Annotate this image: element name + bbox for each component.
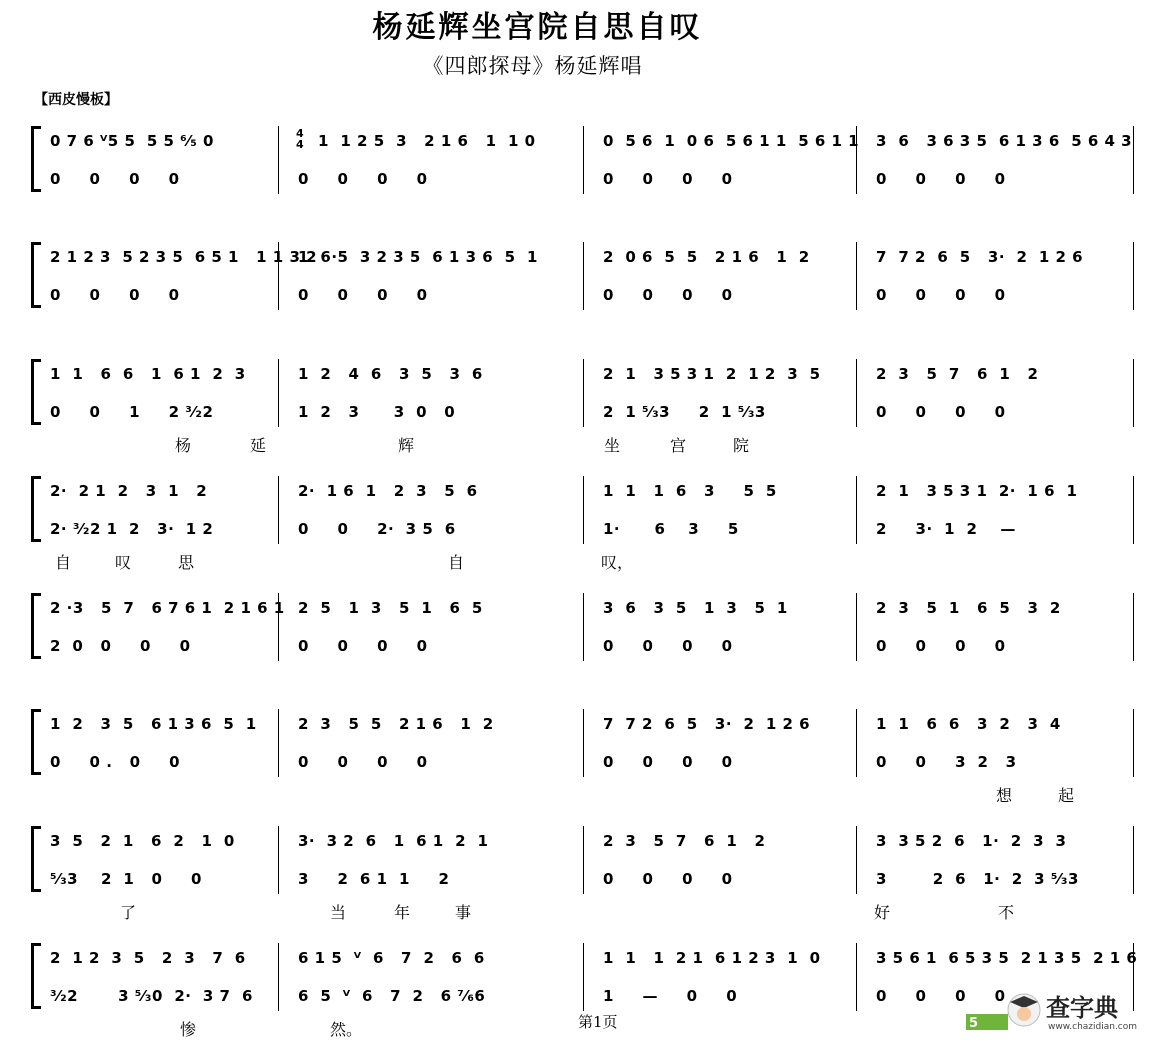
lyric-syllable: 杨 (175, 436, 192, 455)
barline (856, 242, 857, 310)
system-bracket (31, 943, 41, 1009)
svg-text:5: 5 (969, 1016, 979, 1031)
barline (583, 476, 584, 544)
melody-measure: 1 1 1 2 1 6 1 2 3 1 0 (603, 949, 821, 967)
vocal-measure: 0 0 0 0 (603, 870, 733, 888)
vocal-measure: 0 0 0 0 (876, 987, 1006, 1005)
melody-measure: 2 0 6 5 5 2 1 6 1 2 (603, 248, 810, 266)
melody-measure: 6 1 5 ⱽ 6 7 2 6 6 (298, 949, 485, 967)
barline (856, 359, 857, 427)
melody-measure: 2 5 1 3 5 1 6 5 (298, 599, 483, 617)
melody-measure: 2 3 5 1 6 5 3 2 (876, 599, 1061, 617)
vocal-measure: 0 0 0 0 (298, 753, 428, 771)
barline (583, 826, 584, 894)
system-bracket (31, 359, 41, 425)
svg-text:查字典: 查字典 (1046, 993, 1118, 1022)
vocal-measure: 0 0 0 0 (50, 170, 180, 188)
lyric-syllable: 当 (330, 903, 347, 922)
vocal-measure: 0 0 0 0 (603, 637, 733, 655)
vocal-measure: 0 0 0 0 (298, 286, 428, 304)
barline (1133, 826, 1134, 894)
melody-measure: 3· 3 2 6 1 6 1 2 1 (298, 832, 489, 850)
vocal-measure: 0 0 0 0 (876, 403, 1006, 421)
vocal-measure: 0 0 0 0 (298, 170, 428, 188)
lyric-syllable: 辉 (398, 436, 415, 455)
vocal-measure: 2 3· 1 2 — (876, 520, 1016, 538)
melody-measure: 2 3 5 7 6 1 2 (603, 832, 766, 850)
system-bracket (31, 126, 41, 192)
score-system (0, 818, 1152, 928)
barline (278, 943, 279, 1011)
barline (856, 593, 857, 661)
lyric-syllable: 宫 (670, 436, 687, 455)
barline (583, 943, 584, 1011)
melody-measure: 0 5 6 1 0 6 5 6 1 1 5 6 1 1 (603, 132, 860, 150)
page-number: 第1页 (578, 1013, 618, 1031)
system-bracket (31, 242, 41, 308)
barline (583, 359, 584, 427)
melody-measure: 2 ·3 5 7 6 7 6 1 2 1 6 1 (50, 599, 285, 617)
time-signature: 4 4 (296, 127, 305, 151)
vocal-measure: 0 0 2· 3 5 6 (298, 520, 456, 538)
lyric-syllable: 事 (455, 903, 472, 922)
barline (278, 359, 279, 427)
barline (1133, 126, 1134, 194)
score-system (0, 585, 1152, 695)
vocal-measure: 6 5 ⱽ 6 7 2 6 ⁷⁄₆6 (298, 987, 486, 1005)
vocal-measure: ³⁄₂2 3 ⁵⁄₃0 2· 3 7 6 (50, 987, 253, 1005)
melody-measure: 0 7 6 ⱽ5 5 5 5 ⁶⁄₅ 0 (50, 132, 214, 150)
lyric-syllable: 叹， (601, 553, 634, 572)
melody-measure: 1 1 6 6 3 2 3 4 (876, 715, 1061, 733)
vocal-measure: 3 2 6 1 1 2 (298, 870, 450, 888)
lyric-syllable: 起 (1058, 786, 1075, 805)
melody-measure: 3 5 6 1 6 5 3 5 2 1 3 5 2 1 6 (876, 949, 1138, 967)
melody-measure: 1 2 4 6 3 5 3 6 (298, 365, 483, 383)
melody-measure: 3 6 3 6 3 5 6 1 3 6 5 6 4 3 (876, 132, 1133, 150)
vocal-measure: 0 0 0 0 (876, 637, 1006, 655)
melody-measure: 2 1 2 3 5 2 3 5 6 5 1 1 1 3 2 (50, 248, 318, 266)
vocal-measure: 0 0 1 2 ³⁄₂2 (50, 403, 214, 421)
barline (856, 943, 857, 1011)
melody-measure: 3 6 3 5 1 3 5 1 (603, 599, 788, 617)
tempo-marking: 【西皮慢板】 (34, 92, 118, 108)
lyric-syllable: 想 (996, 786, 1013, 805)
barline (583, 709, 584, 777)
lyric-syllable: 自 (55, 553, 72, 572)
lyric-syllable: 好 (874, 903, 891, 922)
vocal-measure: 3 2 6 1· 2 3 ⁵⁄₃3 (876, 870, 1079, 888)
page-title: 杨延辉坐宫院自思自叹 (372, 10, 703, 45)
barline (278, 476, 279, 544)
barline (1133, 359, 1134, 427)
melody-measure: 2 1 2 3 5 2 3 7 6 (50, 949, 246, 967)
vocal-measure: ⁵⁄₃3 2 1 0 0 (50, 870, 202, 888)
melody-measure: 2· 1 6 1 2 3 5 6 (298, 482, 478, 500)
lyric-syllable: 了 (120, 903, 137, 922)
lyric-syllable: 不 (998, 903, 1015, 922)
barline (583, 242, 584, 310)
vocal-measure: 0 0 0 0 (603, 170, 733, 188)
barline (583, 126, 584, 194)
score-system (0, 701, 1152, 811)
vocal-measure: 0 0 0 0 (50, 286, 180, 304)
melody-measure: 2 1 3 5 3 1 2· 1 6 1 (876, 482, 1078, 500)
melody-measure: 2· 2 1 2 3 1 2 (50, 482, 208, 500)
vocal-measure: 0 0 0 0 (876, 286, 1006, 304)
system-bracket (31, 826, 41, 892)
melody-measure: 1 1 1 6 3 5 5 (603, 482, 777, 500)
melody-measure: 1 6·5 3 2 3 5 6 1 3 6 5 1 (298, 248, 538, 266)
page-subtitle: 《四郎探母》杨延辉唱 (422, 54, 643, 78)
barline (1133, 709, 1134, 777)
barline (1133, 242, 1134, 310)
vocal-measure: 2· ³⁄₂2 1 2 3· 1 2 (50, 520, 214, 538)
melody-measure: 3 5 2 1 6 2 1 0 (50, 832, 235, 850)
melody-measure: 2 3 5 5 2 1 6 1 2 (298, 715, 494, 733)
melody-measure: 1 1 2 5 3 2 1 6 1 1 0 (318, 132, 536, 150)
lyric-syllable: 思 (178, 553, 195, 572)
barline (856, 476, 857, 544)
lyric-syllable: 坐 (604, 436, 621, 455)
score-system (0, 351, 1152, 461)
lyric-syllable: 惨 (180, 1020, 197, 1039)
vocal-measure: 0 0 3 2 3 (876, 753, 1017, 771)
vocal-measure: 1· 6 3 5 (603, 520, 739, 538)
watermark-logo (966, 982, 1146, 1032)
lyric-syllable: 叹 (115, 553, 132, 572)
melody-measure: 1 2 3 5 6 1 3 6 5 1 (50, 715, 257, 733)
chazidian-logo-icon (966, 982, 1146, 1032)
melody-measure: 7 7 2 6 5 3· 2 1 2 6 (876, 248, 1084, 266)
barline (856, 826, 857, 894)
lyric-syllable: 自 (448, 553, 465, 572)
barline (583, 593, 584, 661)
vocal-measure: 1 — 0 0 (603, 987, 738, 1005)
vocal-measure: 0 0 0 0 (603, 286, 733, 304)
melody-measure: 3 3 5 2 6 1· 2 3 3 (876, 832, 1067, 850)
svg-text:www.chazidian.com: www.chazidian.com (1048, 1022, 1138, 1032)
system-bracket (31, 709, 41, 775)
vocal-measure: 2 0 0 0 0 (50, 637, 191, 655)
melody-measure: 1 1 6 6 1 6 1 2 3 (50, 365, 246, 383)
barline (1133, 593, 1134, 661)
melody-measure: 7 7 2 6 5 3· 2 1 2 6 (603, 715, 811, 733)
system-bracket (31, 593, 41, 659)
lyric-syllable: 延 (250, 436, 267, 455)
vocal-measure: 0 0 0 0 (298, 637, 428, 655)
score-system (0, 234, 1152, 344)
vocal-measure: 0 0 0 0 (876, 170, 1006, 188)
lyric-syllable: 院 (733, 436, 750, 455)
system-bracket (31, 476, 41, 542)
score-system (0, 468, 1152, 578)
barline (278, 709, 279, 777)
melody-measure: 2 3 5 7 6 1 2 (876, 365, 1039, 383)
score-system (0, 118, 1152, 228)
barline (1133, 476, 1134, 544)
lyric-syllable: 年 (394, 903, 411, 922)
lyric-syllable: 然。 (330, 1020, 363, 1039)
vocal-measure: 0 0 0 0 (603, 753, 733, 771)
melody-measure: 2 1 3 5 3 1 2 1 2 3 5 (603, 365, 821, 383)
vocal-measure: 1 2 3 3 0 0 (298, 403, 456, 421)
vocal-measure: 2 1 ⁵⁄₃3 2 1 ⁵⁄₃3 (603, 403, 766, 421)
vocal-measure: 0 0 . 0 0 (50, 753, 181, 771)
barline (856, 709, 857, 777)
barline (278, 826, 279, 894)
barline (278, 126, 279, 194)
